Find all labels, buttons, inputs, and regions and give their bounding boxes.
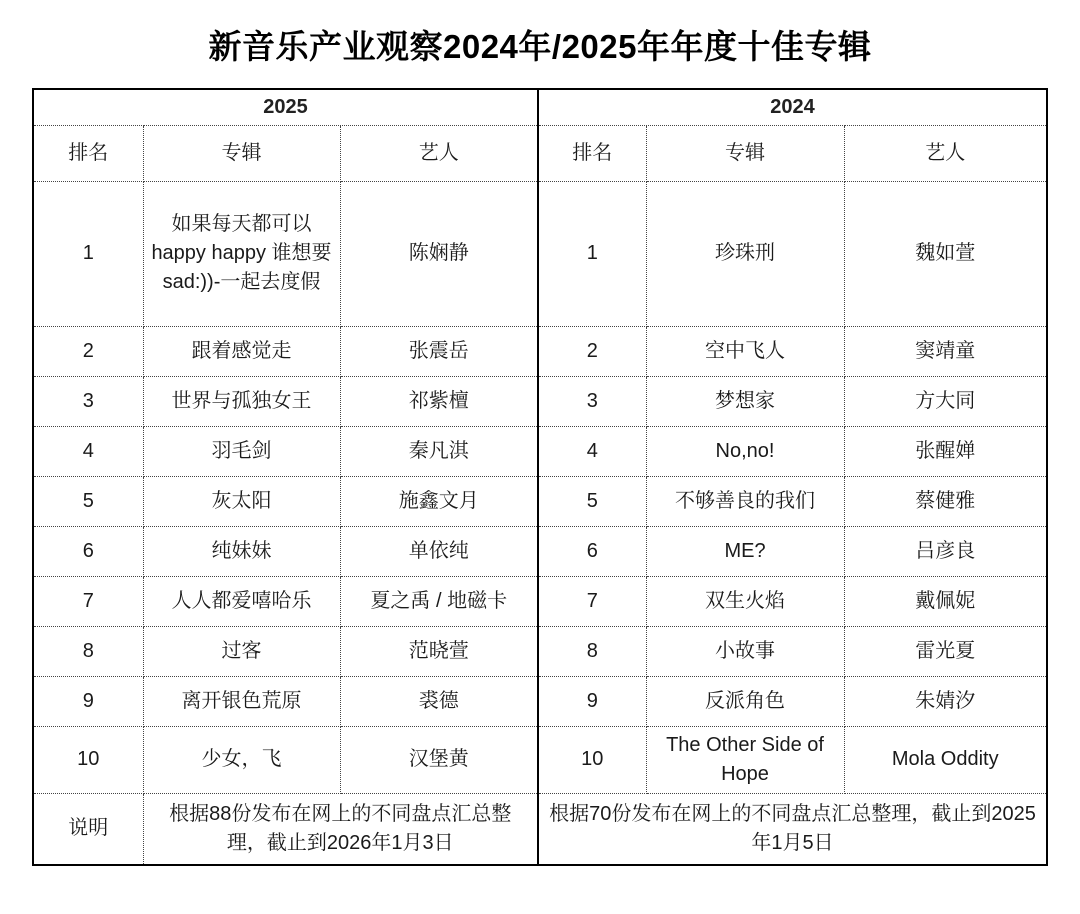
artist-cell: 朱婧汐 xyxy=(844,676,1047,726)
rank-cell: 1 xyxy=(33,181,143,326)
table-row xyxy=(33,676,1047,726)
rank-cell: 2 xyxy=(33,326,143,376)
rank-cell: 5 xyxy=(33,476,143,526)
year-header-2024: 2024 xyxy=(538,89,1047,125)
table-row xyxy=(33,526,1047,576)
rank-cell: 3 xyxy=(33,376,143,426)
album-cell: 不够善良的我们 xyxy=(646,476,844,526)
artist-cell: 施鑫文月 xyxy=(340,476,538,526)
artist-cell: 魏如萱 xyxy=(844,181,1047,326)
rank-cell: 7 xyxy=(33,576,143,626)
artist-cell: Mola Oddity xyxy=(844,726,1047,793)
note-label: 说明 xyxy=(33,793,143,865)
album-cell: No,no! xyxy=(646,426,844,476)
rank-cell: 1 xyxy=(538,181,646,326)
rank-cell: 7 xyxy=(538,576,646,626)
table-row xyxy=(33,476,1047,526)
album-cell: 离开银色荒原 xyxy=(143,676,340,726)
album-cell: 羽毛剑 xyxy=(143,426,340,476)
artist-cell: 蔡健雅 xyxy=(844,476,1047,526)
rank-cell: 8 xyxy=(33,626,143,676)
table-row xyxy=(33,426,1047,476)
rank-cell: 2 xyxy=(538,326,646,376)
table-row xyxy=(33,376,1047,426)
rank-cell: 4 xyxy=(538,426,646,476)
column-header-rank-2024: 排名 xyxy=(538,125,646,181)
rank-cell: 9 xyxy=(33,676,143,726)
column-header-rank-2025: 排名 xyxy=(33,125,143,181)
column-header-album-2025: 专辑 xyxy=(143,125,340,181)
album-cell: 空中飞人 xyxy=(646,326,844,376)
artist-cell: 裘德 xyxy=(340,676,538,726)
artist-cell: 方大同 xyxy=(844,376,1047,426)
rank-cell: 3 xyxy=(538,376,646,426)
album-cell: 反派角色 xyxy=(646,676,844,726)
column-header-row xyxy=(33,125,1047,181)
album-cell: 小故事 xyxy=(646,626,844,676)
album-cell: 跟着感觉走 xyxy=(143,326,340,376)
table-row xyxy=(33,726,1047,793)
artist-cell: 范晓萱 xyxy=(340,626,538,676)
page-title: 新音乐产业观察2024年/2025年年度十佳专辑 xyxy=(208,28,872,65)
album-cell: ME? xyxy=(646,526,844,576)
artist-cell: 雷光夏 xyxy=(844,626,1047,676)
artist-cell: 祁紫檀 xyxy=(340,376,538,426)
artist-cell: 吕彦良 xyxy=(844,526,1047,576)
table-row xyxy=(33,576,1047,626)
rank-cell: 4 xyxy=(33,426,143,476)
rank-cell: 8 xyxy=(538,626,646,676)
year-header-row xyxy=(33,89,1047,125)
artist-cell: 单依纯 xyxy=(340,526,538,576)
rank-cell: 6 xyxy=(538,526,646,576)
column-header-artist-2024: 艺人 xyxy=(844,125,1047,181)
note-2024: 根据70份发布在网上的不同盘点汇总整理，截止到2025年1月5日 xyxy=(538,793,1047,865)
rank-cell: 5 xyxy=(538,476,646,526)
artist-cell: 戴佩妮 xyxy=(844,576,1047,626)
table-row xyxy=(33,181,1047,326)
album-cell: The Other Side of Hope xyxy=(646,726,844,793)
album-cell: 双生火焰 xyxy=(646,576,844,626)
rank-cell: 10 xyxy=(538,726,646,793)
column-header-artist-2025: 艺人 xyxy=(340,125,538,181)
album-cell: 如果每天都可以 happy happy 谁想要sad:))-一起去度假 xyxy=(143,181,340,326)
album-cell: 人人都爱嘻哈乐 xyxy=(143,576,340,626)
artist-cell: 窦靖童 xyxy=(844,326,1047,376)
table-row xyxy=(33,326,1047,376)
year-header-2025: 2025 xyxy=(33,89,538,125)
artist-cell: 张醒婵 xyxy=(844,426,1047,476)
table-row xyxy=(33,626,1047,676)
album-cell: 灰太阳 xyxy=(143,476,340,526)
column-header-album-2024: 专辑 xyxy=(646,125,844,181)
rank-cell: 10 xyxy=(33,726,143,793)
note-2025: 根据88份发布在网上的不同盘点汇总整理，截止到2026年1月3日 xyxy=(143,793,538,865)
album-cell: 梦想家 xyxy=(646,376,844,426)
artist-cell: 秦凡淇 xyxy=(340,426,538,476)
album-cell: 珍珠刑 xyxy=(646,181,844,326)
album-cell: 过客 xyxy=(143,626,340,676)
rank-cell: 6 xyxy=(33,526,143,576)
albums-table xyxy=(32,88,1048,866)
album-cell: 纯妹妹 xyxy=(143,526,340,576)
artist-cell: 陈娴静 xyxy=(340,181,538,326)
note-row xyxy=(33,793,1047,865)
artist-cell: 夏之禹 / 地磁卡 xyxy=(340,576,538,626)
rank-cell: 9 xyxy=(538,676,646,726)
album-cell: 世界与孤独女王 xyxy=(143,376,340,426)
artist-cell: 汉堡黄 xyxy=(340,726,538,793)
album-cell: 少女，飞 xyxy=(143,726,340,793)
artist-cell: 张震岳 xyxy=(340,326,538,376)
